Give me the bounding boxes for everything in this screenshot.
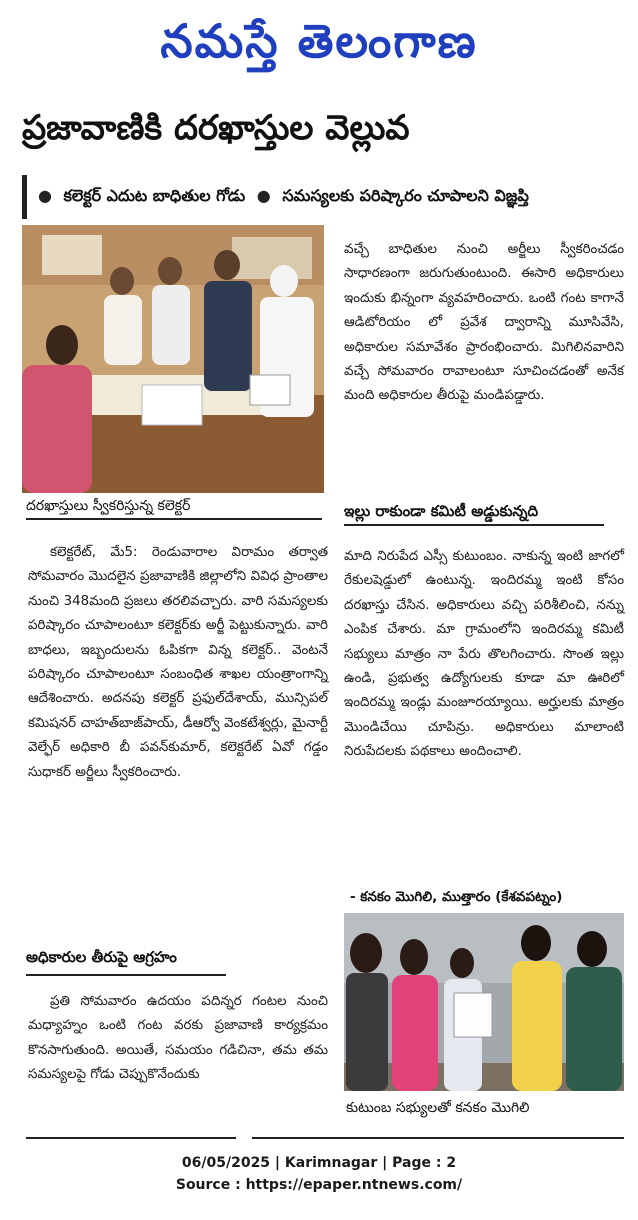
subline-1: కలెక్టర్ ఎదుట బాధితుల గోడు [63,186,246,205]
right-subhead: ఇల్లు రాకుండా కమిటీ అడ్డుకున్నది [344,502,539,520]
family-photo [344,913,624,1091]
bullet-icon: ● [256,186,271,205]
lead-paragraph: కలెక్టరేట్, మే5: రెండువారాల విరామం తర్వాత సోమవారం మొదలైన ప్రజావాణికి జిల్లాలోని వివిధ ప్రాంతాల నుంచి 348మంది ప్రజలు తరలివచ్చారు. వారి సమస్యలకు పరిష్కారం చూపాలంటూ కలెక్టర్‌కు అర్జీ పెట్టుకున్నారు. వారి బాధలు, ఇబ్బందులను ఓపికగా విన్న కలెక్టర్.. వెంటనే పరిష్కారం చూపాలంటూ సంబంధిత శాఖల యంత్రాంగాన్ని ఆదేశించారు. అదనపు కలెక్టర్ ప్రఫుల్‌దేశాయ్, మున్సిపల్ కమిషనర్ చాహత్‌బాజ్‌పాయ్, డీఆర్వో వెంకటేశ్వర్లు, మైనార్టీ వెల్ఫేర్ అధికారి బీ పవన్‌కుమార్, కలెక్టరేట్ ఏవో గడ్డం సుధాకర్ అర్జీలు స్వీకరించారు. [28,545,328,780]
byline: - కనకం మొగిలి, ముత్తారం (కేశవపట్నం) [350,889,563,905]
headline: ప్రజావాణికి దరఖాస్తుల వెల్లువ [22,108,410,148]
photo-family-caption: కుటుంబ సభ్యులతో కనకం మొగిలి [346,1100,530,1116]
paragraph-2: ప్రతి సోమవారం ఉదయం పదిన్నర గంటల నుంచి మధ్యాహ్నం ఒంటి గంట వరకు ప్రజావాణి కార్యక్రమం కొనసాగుతుంది. అయితే, సమయం గడిచినా, తమ తమ సమస్యలపై గోడు చెప్పుకొనేందుకు [28,994,328,1083]
footer-source: Source : https://epaper.ntnews.com/ [175,1177,463,1193]
footer-edition: 06/05/2025 | Karimnagar | Page : 2 [181,1155,457,1171]
subhead-underline [26,974,226,976]
bottom-rule-right [252,1137,624,1139]
caption-divider [26,518,322,520]
continued-paragraph: వచ్చే బాధితుల నుంచి అర్జీలు స్వీకరించడం సాధారణంగా జరుగుతుంటుంది. ఈసారి అధికారులు ఇందుకు భిన్నంగా వ్యవహరించారు. ఒంటి గంట కాగానే ఆడిటోరియం లో ప్రవేశ ద్వారాన్ని మూసివేసి, అధికారుల సమావేశం ప్రారంభించారు. మిగిలినవారిని వచ్చే సోమవారం రావాలంటూ సూచించడంతో అనేక మంది అధికారుల తీరుపై మండిపడ్డారు. [344,242,624,404]
collector-photo [22,225,324,493]
left-subhead: అధికారుల తీరుపై ఆగ్రహం [26,948,177,966]
quote-paragraph: మాది నిరుపేద ఎస్సీ కుటుంబం. నాకున్న ఇంటి జాగలో రేకులషెడ్డులో ఉంటున్న. ఇందిరమ్మ ఇంటి కోసం దరఖాస్తు చేసిన. అధికారులు వచ్చి పరిశీలించి, నన్ను ఎంపిక చేశారు. మా గ్రామంలోని ఇందిరమ్మ కమిటీ సభ్యులు మాత్రం నా పేరు తొలగించారు. సొంత ఇల్లు ఉండి, ప్రభుత్వ ఉద్యోగులకు కూడా మా ఊరిలో ఇందిరమ్మ ఇండ్లు మంజూరయ్యాయి. అర్హులకు మాత్రం మొండిచేయి చూపిన్రు. అధికారులు మాలాంటి నిరుపేదలకు పథకాలు అందించాలి. [344,549,624,760]
bullet-icon: ● [38,186,52,205]
right-column-quote [344,545,624,765]
right-column-cont [344,238,624,409]
bottom-rule-left [26,1137,236,1139]
photo-main-caption: దరఖాస్తులు స్వీకరిస్తున్న కలెక్టర్ [26,498,191,514]
masthead-title: నమస్తే తెలంగాణ [160,14,478,68]
sublines [32,181,632,211]
subline-2: సమస్యలకు పరిష్కారం చూపాలని విజ్ఞప్తి [282,186,529,205]
subhead-underline [344,524,604,526]
left-column-2 [28,990,328,1088]
left-column-lead [28,541,328,785]
